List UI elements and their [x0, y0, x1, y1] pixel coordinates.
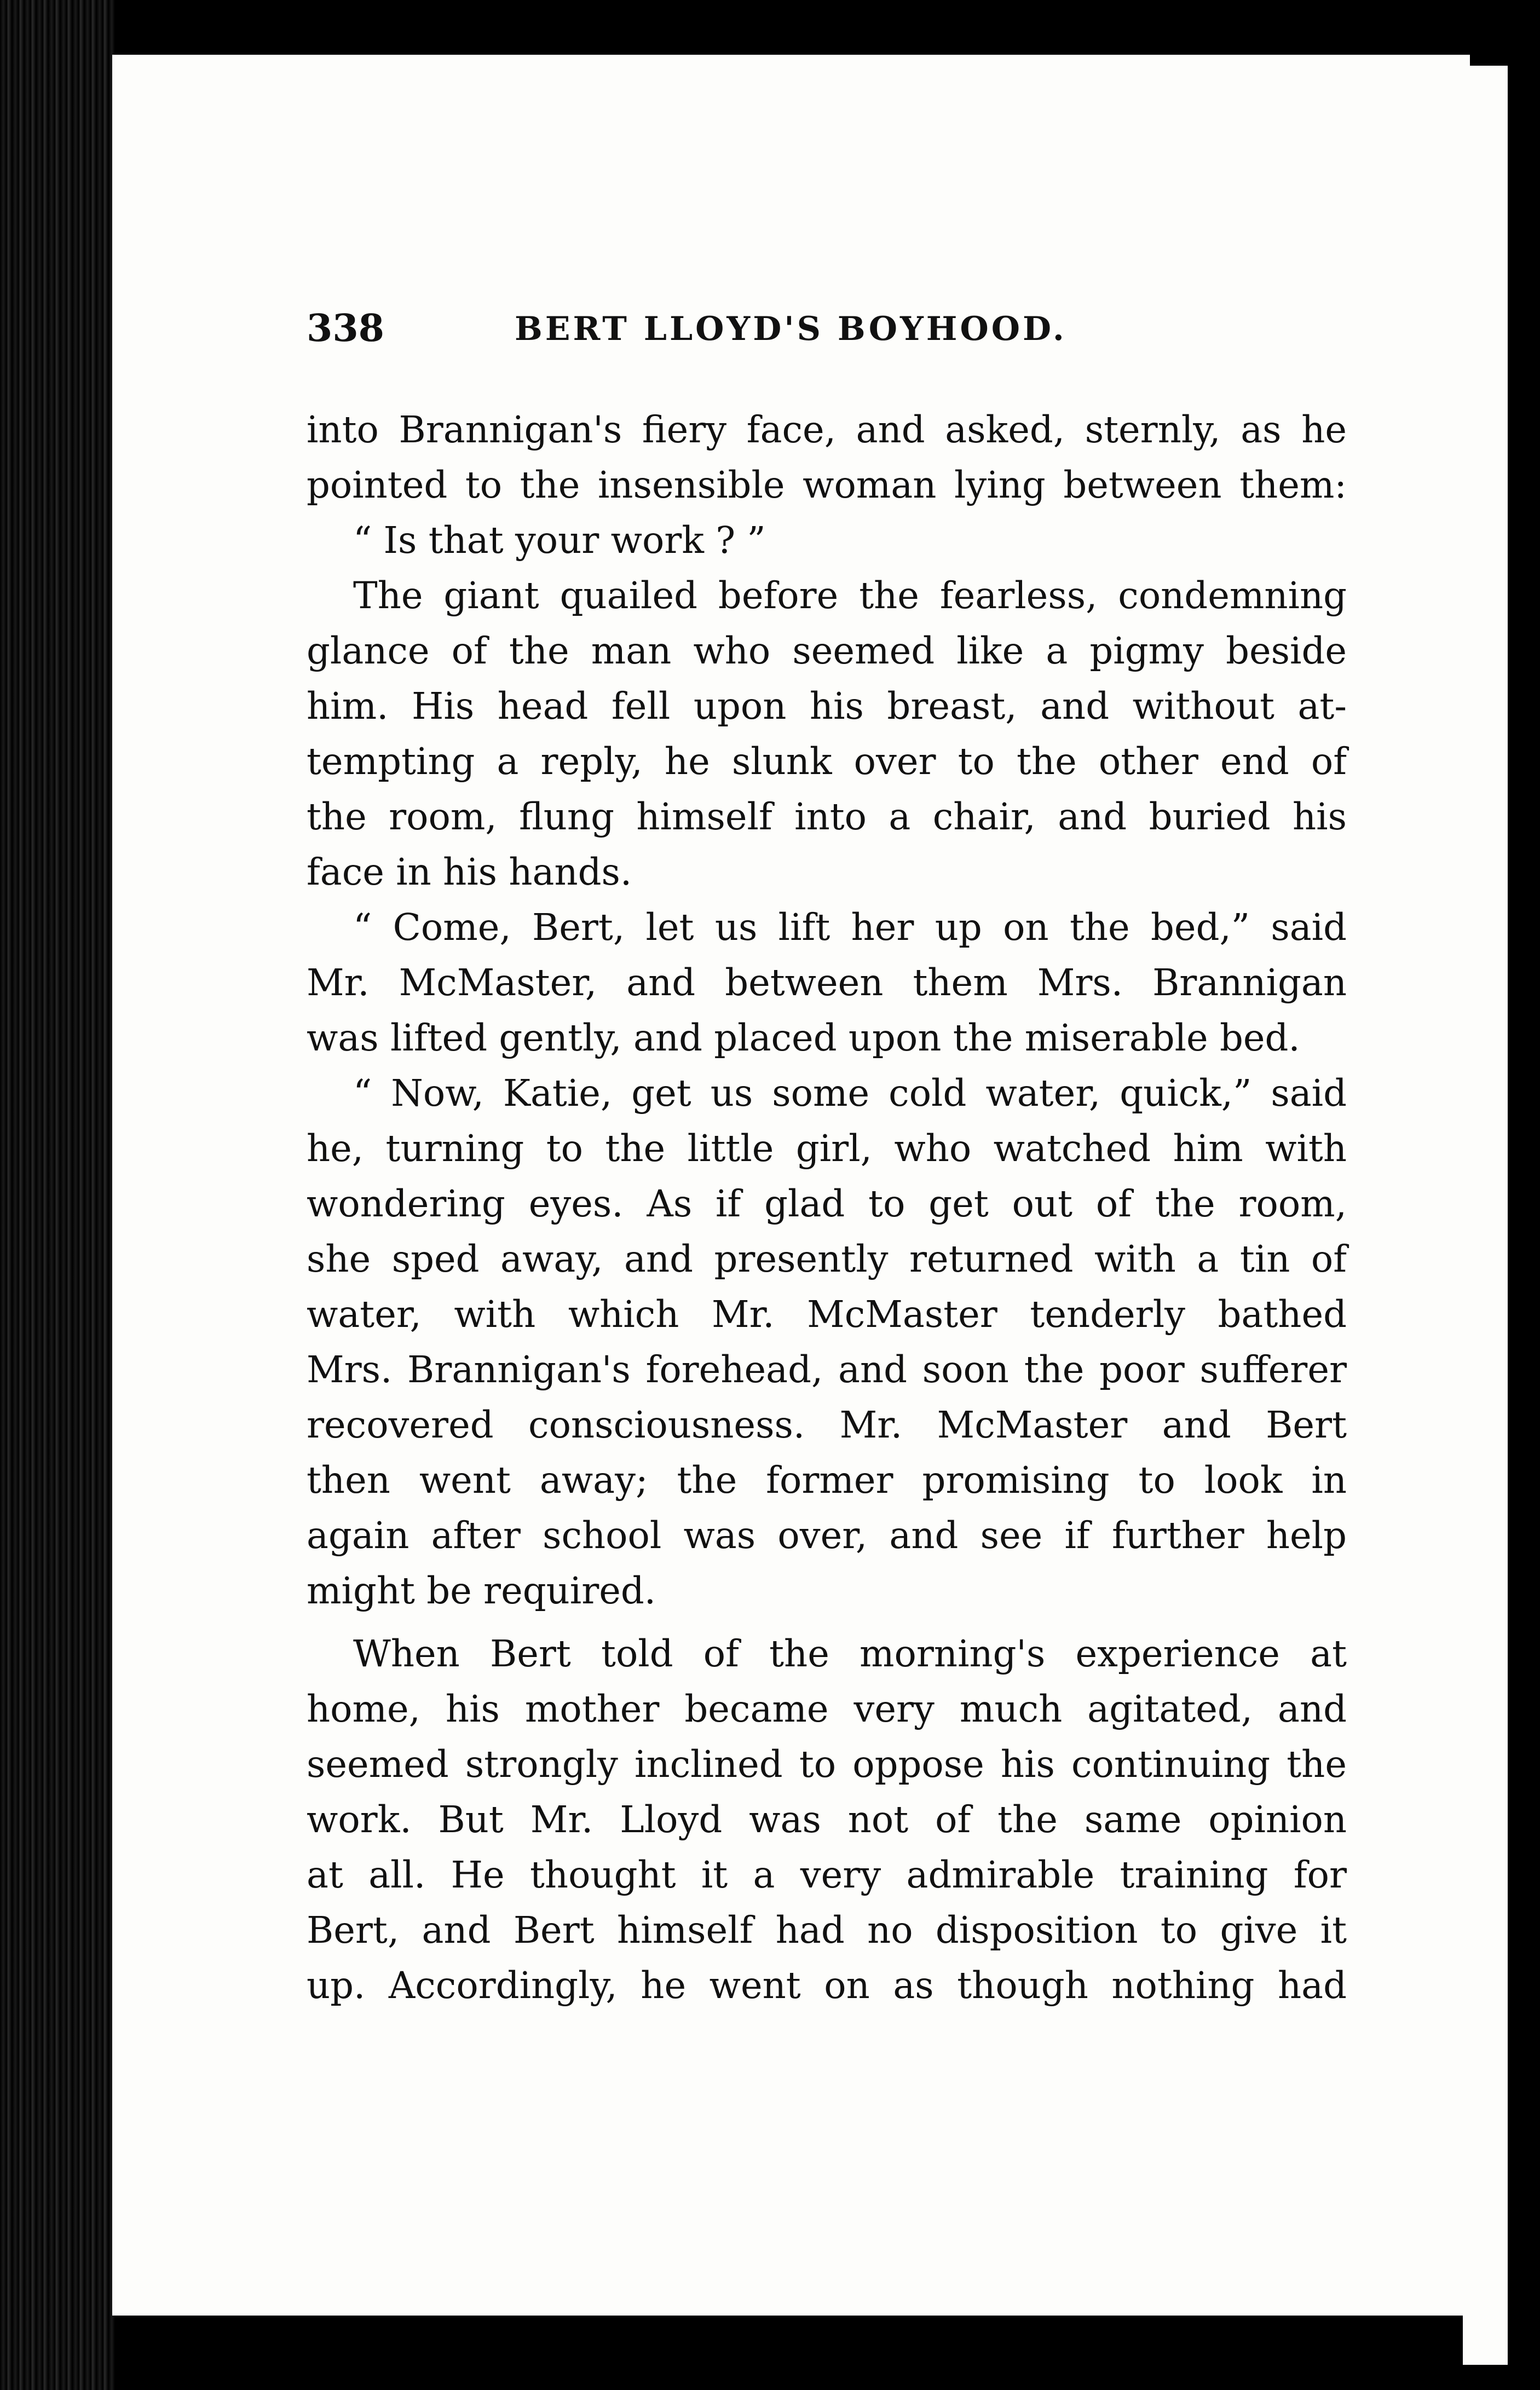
page-number: 338	[307, 307, 384, 350]
text-line: at all. He thought it a very admirable training for	[307, 1854, 1347, 1896]
page-header	[307, 307, 1347, 372]
text-line: The giant quailed before the fearless, condemning	[353, 574, 1347, 617]
text-line: glance of the man who seemed like a pigmy beside	[307, 630, 1347, 672]
text-line: When Bert told of the morning's experience at	[353, 1632, 1347, 1675]
text-line: Mr. McMaster, and between them Mrs. Brannigan	[307, 961, 1347, 1004]
text-line: Mrs. Brannigan's forehead, and soon the poor sufferer	[307, 1348, 1347, 1391]
text-line: might be required.	[307, 1569, 656, 1612]
text-line: Bert, and Bert himself had no disposition to give it	[307, 1909, 1347, 1952]
text-line: was lifted gently, and placed upon the miserable bed.	[307, 1017, 1300, 1059]
scan-edge-left	[0, 0, 115, 2390]
text-line: pointed to the insensible woman lying between them:	[307, 464, 1347, 506]
text-line: the room, flung himself into a chair, and buried his	[307, 795, 1347, 838]
text-line: “ Now, Katie, get us some cold water, quick,” said	[353, 1072, 1347, 1115]
text-line: “ Is that your work ? ”	[353, 519, 766, 562]
text-line: face in his hands.	[307, 851, 632, 893]
text-line: then went away; the former promising to look in	[307, 1459, 1347, 1502]
text-line: tempting a reply, he slunk over to the other end of	[307, 740, 1347, 783]
text-line: work. But Mr. Lloyd was not of the same opinion	[307, 1798, 1347, 1841]
text-line: wondering eyes. As if glad to get out of the room,	[307, 1182, 1347, 1225]
text-line: water, with which Mr. McMaster tenderly bathed	[307, 1293, 1347, 1336]
text-line: “ Come, Bert, let us lift her up on the bed,” said	[353, 906, 1347, 949]
text-line: up. Accordingly, he went on as though nothing had	[307, 1964, 1347, 2007]
text-line: seemed strongly inclined to oppose his continuing the	[307, 1743, 1347, 1786]
running-head: BERT LLOYD'S BOYHOOD.	[515, 310, 1067, 348]
text-line: into Brannigan's fiery face, and asked, sternly, as he	[307, 408, 1347, 451]
text-line: he, turning to the little girl, who watched him with	[307, 1127, 1347, 1170]
text-line: him. His head fell upon his breast, and without at-	[307, 685, 1347, 728]
text-line: home, his mother became very much agitated, and	[307, 1688, 1347, 1730]
body-text	[307, 402, 1347, 2013]
text-line: recovered consciousness. Mr. McMaster and Bert	[307, 1404, 1347, 1446]
text-line: again after school was over, and see if further help	[307, 1514, 1347, 1557]
text-line: she sped away, and presently returned with a tin of	[307, 1238, 1347, 1280]
